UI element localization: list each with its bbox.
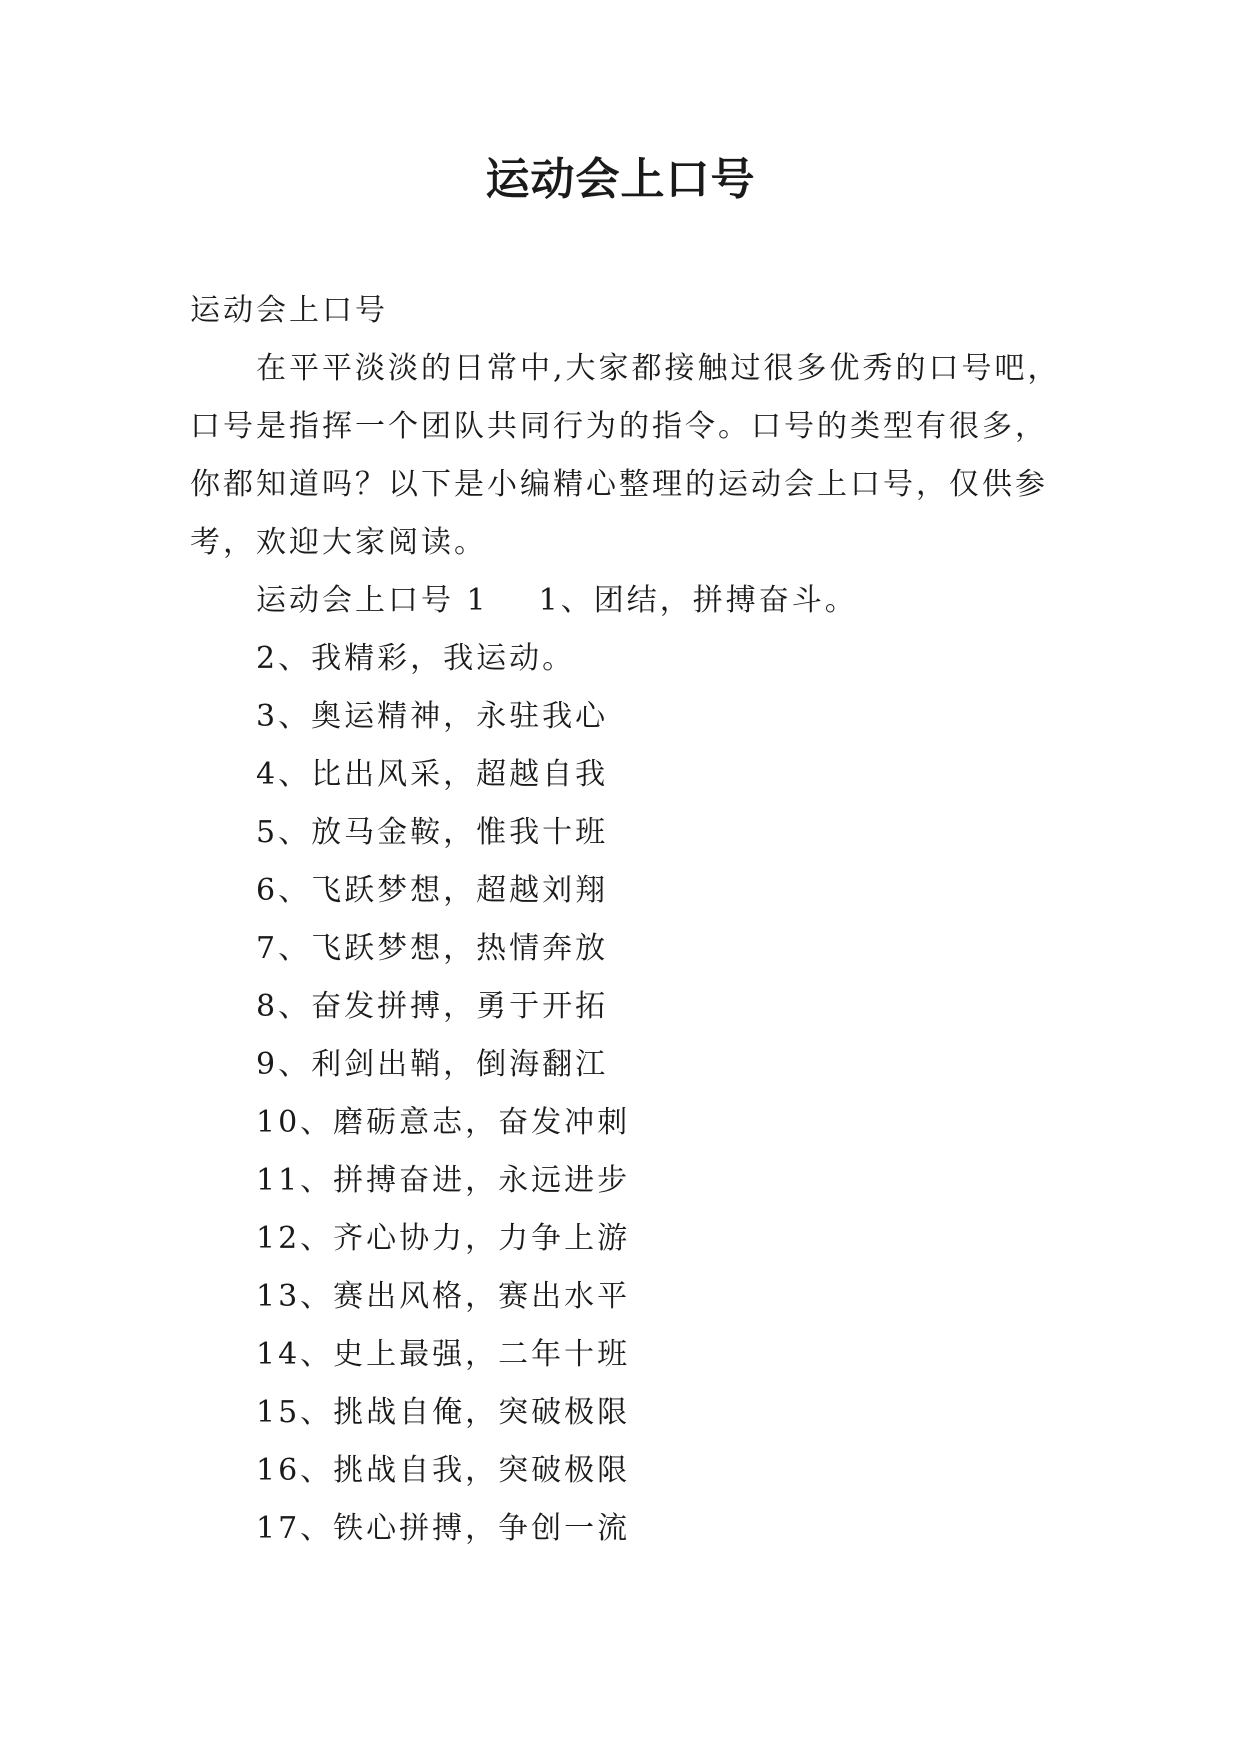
slogan-item: 11、拼搏奋进，永远进步 [256, 1163, 631, 1198]
slogan-item: 13、赛出风格，赛出水平 [256, 1279, 631, 1314]
slogan-item: 15、挑战自俺，突破极限 [256, 1395, 631, 1430]
slogan-item: 6、飞跃梦想，超越刘翔 [256, 873, 609, 908]
slogan-item: 7、飞跃梦想，热情奔放 [256, 931, 609, 966]
section-heading: 运动会上口号 1 [256, 583, 489, 618]
slogan-item: 14、史上最强，二年十班 [256, 1337, 631, 1372]
intro-paragraph: 在平平淡淡的日常中,大家都接触过很多优秀的口号吧，口号是指挥一个团队共同行为的指令。口号的类型有很多，你都知道吗？以下是小编精心整理的运动会上口号，仅供参考，欢迎大家阅读。 [190, 351, 1061, 560]
slogan-item: 1、团结，拼搏奋斗。 [538, 583, 858, 618]
slogan-item: 10、磨砺意志，奋发冲刺 [256, 1105, 631, 1140]
document-body [190, 282, 1070, 1558]
slogan-item: 12、齐心协力，力争上游 [256, 1221, 631, 1256]
subtitle: 运动会上口号 [190, 293, 388, 328]
slogan-item: 5、放马金鞍，惟我十班 [256, 815, 609, 850]
slogan-item: 8、奋发拼搏，勇于开拓 [256, 989, 609, 1024]
slogan-item: 9、利剑出鞘，倒海翻江 [256, 1047, 609, 1082]
slogan-item: 17、铁心拼搏，争创一流 [256, 1511, 631, 1546]
document-title: 运动会上口号 [485, 154, 756, 205]
slogan-item: 4、比出风采，超越自我 [256, 757, 609, 792]
slogan-item: 16、挑战自我，突破极限 [256, 1453, 631, 1488]
slogan-item: 3、奥运精神，永驻我心 [256, 699, 609, 734]
slogan-item: 2、我精彩，我运动。 [256, 641, 576, 676]
slogan-heading-line [190, 572, 1070, 630]
